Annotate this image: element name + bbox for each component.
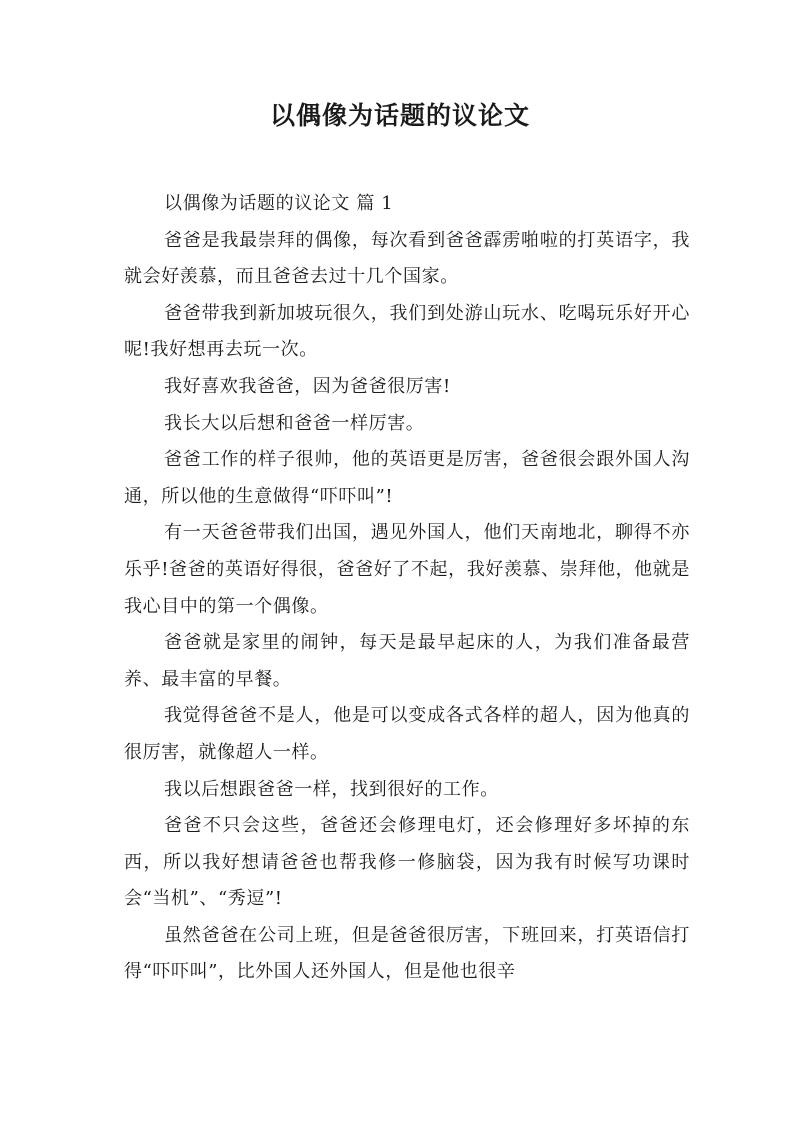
paragraph-2: 爸爸带我到新加坡玩很久，我们到处游山玩水、吃喝玩乐好开心呢!我好想再去玩一次。 [124, 302, 690, 361]
paragraph-1: 爸爸是我最崇拜的偶像，每次看到爸爸霹雳啪啦的打英语字，我就会好羡慕，而且爸爸去过十几个国家。 [124, 229, 690, 288]
paragraph-4: 我长大以后想和爸爸一样厉害。 [164, 412, 425, 434]
paragraph-3: 我好喜欢我爸爸，因为爸爸很厉害! [164, 375, 451, 397]
paragraph-7: 爸爸就是家里的闹钟，每天是最早起床的人，为我们准备最营养、最丰富的早餐。 [124, 632, 690, 690]
document-body [124, 186, 690, 991]
paragraph-6: 有一天爸爸带我们出国，遇见外国人，他们天南地北，聊得不亦乐乎!爸爸的英语好得很，爸爸好了不起，我好羡慕、崇拜他，他就是我心目中的第一个偶像。 [124, 522, 690, 617]
paragraph-11: 虽然爸爸在公司上班，但是爸爸很厉害，下班回来，打英语信打得“吓吓叫”，比外国人还外国人，但是他也很辛 [124, 924, 690, 983]
paragraph-9: 我以后想跟爸爸一样，找到很好的工作。 [164, 778, 499, 800]
article-subtitle: 以偶像为话题的议论文 篇 1 [164, 193, 394, 214]
paragraph-5: 爸爸工作的样子很帅，他的英语更是厉害，爸爸很会跟外国人沟通，所以他的生意做得“吓吓叫”! [124, 449, 690, 507]
paragraph-8: 我觉得爸爸不是人，他是可以变成各式各样的超人，因为他真的很厉害，就像超人一样。 [124, 705, 690, 763]
paragraph-10: 爸爸不只会这些，爸爸还会修理电灯，还会修理好多坏掉的东西，所以我好想请爸爸也帮我修一修脑袋，因为我有时候写功课时会“当机”、“秀逗”! [124, 815, 690, 910]
document-title: 以偶像为话题的议论文 [269, 101, 530, 130]
